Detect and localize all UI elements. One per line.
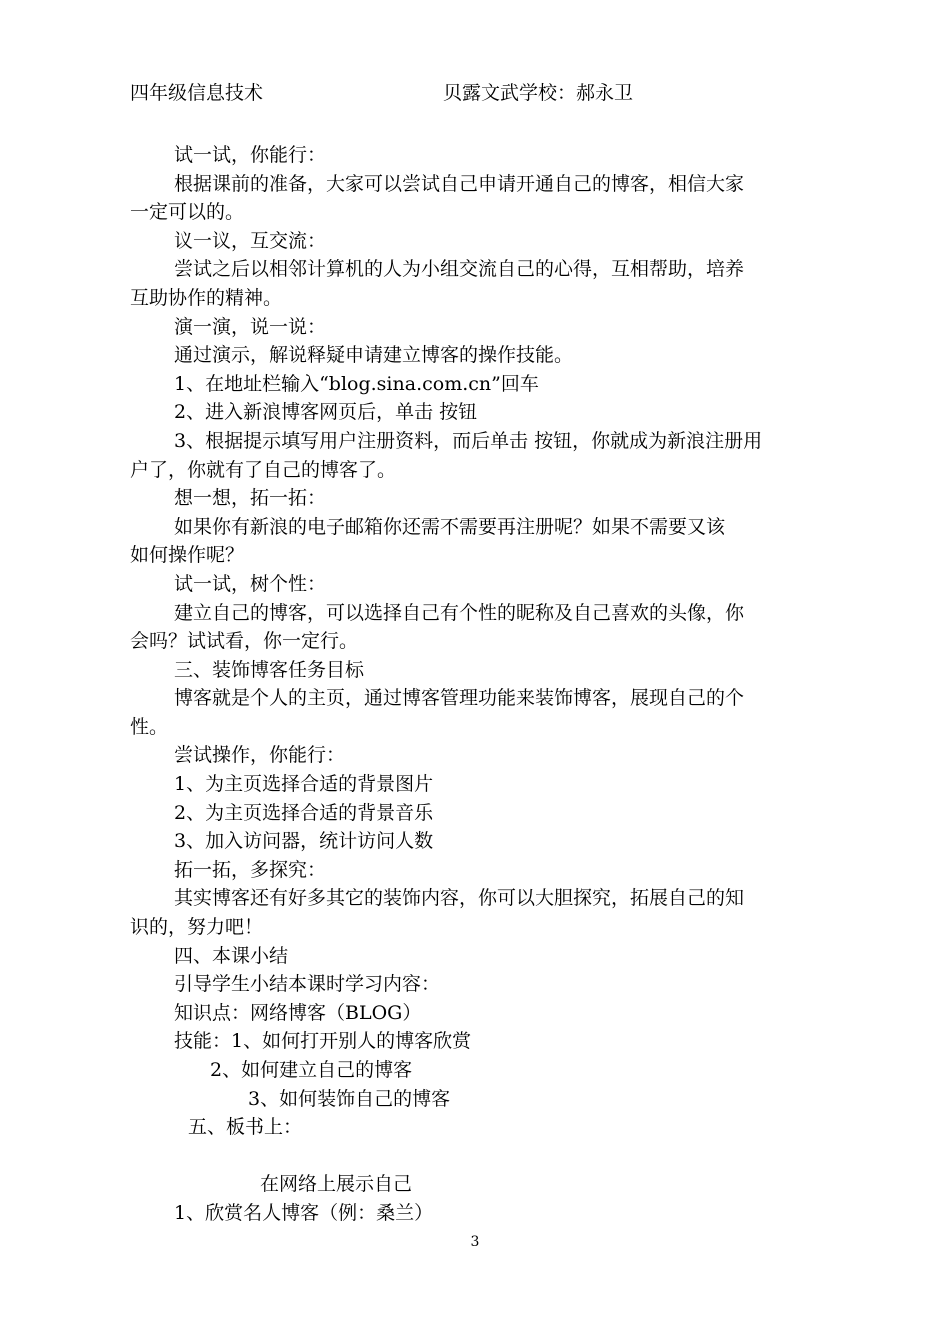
section-heading: 议一议，互交流： — [174, 229, 327, 252]
paragraph-line: 户了，你就有了自己的博客了。 — [130, 458, 397, 481]
board-title: 在网络上展示自己 — [260, 1173, 413, 1196]
paragraph-line: 识的，努力吧！ — [130, 916, 264, 939]
list-item: 1、欣赏名人博客（例：桑兰） — [174, 1201, 434, 1224]
section-heading: 三、装饰博客任务目标 — [174, 658, 365, 681]
paragraph-line: 知识点：网络博客（BLOG） — [174, 1001, 422, 1024]
section-heading: 五、板书上： — [188, 1116, 303, 1139]
paragraph-line: 如何操作呢？ — [130, 544, 245, 567]
paragraph-line: 根据课前的准备，大家可以尝试自己申请开通自己的博客，相信大家 — [174, 172, 745, 195]
list-item: 技能：1、如何打开别人的博客欣赏 — [174, 1030, 472, 1053]
paragraph-line: 通过演示，解说释疑申请建立博客的操作技能。 — [174, 344, 574, 367]
section-heading: 拓一拓，多探究： — [174, 858, 327, 881]
list-item: 3、根据提示填写用户注册资料，而后单击 按钮，你就成为新浪注册用 — [174, 429, 763, 452]
paragraph-line: 如果你有新浪的电子邮箱你还需不需要再注册呢？如果不需要又该 — [174, 515, 726, 538]
paragraph-line: 一定可以的。 — [130, 201, 245, 224]
blank-line — [130, 1142, 830, 1171]
page-number: 3 — [470, 1234, 480, 1250]
page-header — [130, 78, 830, 108]
document-body — [130, 141, 830, 1228]
section-heading: 演一演，说一说： — [174, 315, 327, 338]
paragraph-line: 会吗？试试看，你一定行。 — [130, 630, 359, 653]
section-heading: 四、本课小结 — [174, 944, 289, 967]
paragraph-line: 性。 — [130, 715, 169, 738]
list-item: 3、如何装饰自己的博客 — [248, 1087, 451, 1110]
list-item: 1、在地址栏输入“blog.sina.com.cn”回车 — [174, 372, 539, 395]
section-heading: 试一试，你能行： — [174, 144, 327, 166]
list-item: 3、加入访问器，统计访问人数 — [174, 830, 434, 853]
section-heading: 试一试，树个性： — [174, 572, 327, 595]
section-heading: 想一想，拓一拓： — [174, 487, 327, 510]
header-school-author: 贝露文武学校：郝永卫 — [443, 82, 634, 104]
list-item: 2、为主页选择合适的背景音乐 — [174, 801, 434, 824]
section-heading: 尝试操作，你能行： — [174, 744, 346, 767]
paragraph-line: 建立自己的博客，可以选择自己有个性的昵称及自己喜欢的头像，你 — [174, 601, 745, 624]
paragraph-line: 博客就是个人的主页，通过博客管理功能来装饰博客，展现自己的个 — [174, 687, 745, 710]
paragraph-line: 其实博客还有好多其它的装饰内容，你可以大胆探究，拓展自己的知 — [174, 887, 745, 910]
paragraph-line: 互助协作的精神。 — [130, 286, 283, 309]
header-course-title: 四年级信息技术 — [130, 82, 264, 104]
list-item: 1、为主页选择合适的背景图片 — [174, 773, 434, 796]
paragraph-line: 引导学生小结本课时学习内容： — [174, 973, 441, 996]
paragraph-line: 尝试之后以相邻计算机的人为小组交流自己的心得，互相帮助，培养 — [174, 258, 745, 281]
list-item: 2、如何建立自己的博客 — [210, 1059, 413, 1081]
list-item: 2、进入新浪博客网页后，单击 按钮 — [174, 401, 478, 424]
